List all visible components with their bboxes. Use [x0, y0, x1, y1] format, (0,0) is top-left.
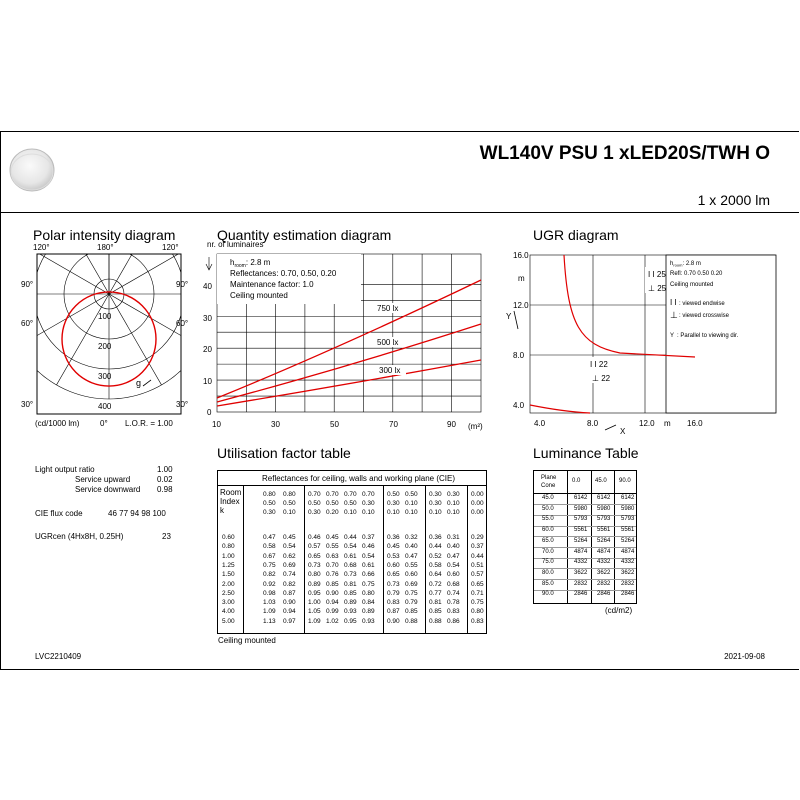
utilisation-value: 0.68 — [447, 580, 460, 588]
utilisation-value: 0.37 — [471, 543, 484, 551]
ugr-endwise-25: I I 25 — [648, 270, 666, 279]
reflectance-value: 0.70 — [362, 491, 375, 498]
quantity-y-tick: 30 — [203, 314, 212, 323]
luminance-cell: 4874 — [621, 548, 635, 555]
luminance-cell: 5561 — [621, 527, 635, 534]
luminance-cell: 6142 — [597, 495, 611, 501]
reflectance-value: 0.80 — [283, 491, 296, 498]
utilisation-value: 0.32 — [405, 534, 418, 541]
polar-ring-label: 200 — [98, 342, 112, 351]
quantity-estimation-chart — [195, 240, 495, 435]
ugr-legend-line: Refl: 0.70 0.50 0.20 — [670, 271, 723, 277]
utilisation-value: 0.87 — [283, 589, 296, 597]
utilisation-value: 0.79 — [387, 589, 400, 597]
ugr-cen-label: UGRcen (4Hx8H, 0.25H) — [35, 532, 124, 541]
ugr-y-axis-label: Y — [506, 312, 512, 321]
luminance-cell: 5561 — [597, 527, 611, 534]
luminance-cell: 4874 — [574, 548, 588, 555]
reflectance-value: 0.50 — [344, 500, 357, 507]
quantity-y-tick: 10 — [203, 377, 212, 386]
luminance-cell: 3622 — [574, 569, 588, 576]
reflectance-value: 0.10 — [283, 509, 296, 516]
luminance-cell: 5793 — [621, 516, 635, 523]
utilisation-value: 0.55 — [326, 543, 339, 551]
luminance-cell: 55.0 — [542, 516, 554, 523]
utilisation-value: 0.89 — [362, 608, 375, 616]
ugr-crosswise-25: ⊥ 25 — [648, 284, 667, 293]
utilisation-value: 0.81 — [429, 599, 442, 607]
ugr-legend-line: : viewed crosswise — [679, 313, 730, 319]
utilisation-value: 0.47 — [447, 552, 460, 560]
luminous-flux: 1 x 2000 lm — [697, 192, 770, 208]
polar-angle-label: 90° — [176, 280, 189, 289]
luminaire-photo — [6, 144, 58, 196]
utilisation-value: 0.45 — [326, 534, 339, 541]
product-title: WL140V PSU 1 xLED20S/TWH O — [479, 143, 770, 164]
reflectance-value: 0.10 — [405, 500, 418, 507]
utilisation-value: 0.64 — [429, 571, 442, 579]
utilisation-value: 0.66 — [362, 571, 375, 579]
utilisation-value: 0.57 — [308, 543, 321, 551]
quantity-x-tick: 90 — [447, 420, 456, 429]
utilisation-value: 0.87 — [387, 608, 400, 616]
luminance-cell: 4332 — [597, 559, 611, 566]
utilisation-value: 0.73 — [308, 561, 321, 569]
ugr-crosswise-22: ⊥ 22 — [592, 374, 611, 383]
luminance-cell: 5980 — [621, 505, 635, 512]
luminance-cell: 5264 — [574, 537, 588, 544]
reflectance-value: 0.70 — [308, 491, 321, 498]
reflectance-value: 0.10 — [429, 509, 442, 516]
utilisation-value: 0.99 — [326, 608, 339, 616]
light-output-label: Service downward — [75, 485, 141, 494]
polar-angle-label: 60° — [21, 319, 34, 328]
utilisation-value: 0.29 — [471, 534, 484, 541]
utilisation-value: 0.54 — [447, 561, 460, 569]
utilisation-value: 1.02 — [326, 617, 339, 625]
utilisation-value: 0.95 — [344, 617, 357, 625]
ugr-legend-line: Ceiling mounted — [670, 282, 714, 288]
luminance-cell: 6142 — [574, 495, 588, 501]
utilisation-value: 0.78 — [447, 599, 460, 607]
utilisation-value: 0.40 — [405, 543, 418, 551]
ugr-legend-h: $h_{room}$: 2.8 m — [670, 261, 701, 268]
utilisation-value: 0.47 — [405, 552, 418, 560]
quantity-info-line: Ceiling mounted — [230, 291, 288, 300]
luminance-cell: 3622 — [597, 569, 611, 576]
room-index-value: 1.50 — [222, 571, 235, 579]
ugr-x-tick: 12.0 — [639, 419, 655, 428]
ugr-endwise-22: I I 22 — [590, 360, 608, 369]
light-output-value: 0.02 — [157, 475, 173, 484]
utilisation-value: 0.71 — [471, 589, 484, 597]
luminance-cell: 5793 — [574, 516, 588, 523]
ugr-diagram-title: UGR diagram — [533, 227, 619, 243]
utilisation-value: 0.88 — [429, 617, 442, 625]
room-index-value: 0.80 — [222, 543, 235, 551]
utilisation-value: 0.60 — [447, 571, 460, 579]
utilisation-value: 0.69 — [405, 580, 418, 588]
reflectance-value: 0.50 — [263, 500, 276, 507]
utilisation-value: 0.80 — [362, 589, 375, 597]
utilisation-value: 0.63 — [326, 552, 339, 560]
quantity-x-unit: (m²) — [468, 422, 483, 431]
quantity-x-tick: 70 — [389, 420, 398, 429]
polar-ring-label: 100 — [98, 312, 112, 321]
utilisation-value: 0.72 — [429, 580, 442, 588]
polar-diagram-title: Polar intensity diagram — [33, 227, 176, 243]
reflectance-value: 0.10 — [447, 509, 460, 516]
polar-radial — [109, 294, 162, 385]
luminance-cell: 5980 — [597, 505, 611, 512]
utilisation-value: 0.83 — [471, 617, 484, 625]
luminance-cell: 6142 — [621, 495, 635, 501]
luminance-unit: (cd/m2) — [605, 606, 633, 615]
curve-500lx — [217, 324, 481, 402]
luminance-col-head: 0.0 — [572, 478, 581, 484]
utilisation-value: 0.51 — [471, 561, 484, 569]
cie-flux-label: CIE flux code — [35, 509, 83, 518]
utilisation-value: 1.09 — [263, 608, 276, 616]
luminance-cell: 5264 — [621, 537, 635, 544]
utilisation-footer: Ceiling mounted — [218, 636, 276, 645]
utilisation-value: 0.44 — [344, 534, 357, 541]
reflectance-value: 0.30 — [429, 491, 442, 498]
utilisation-value: 0.95 — [308, 589, 321, 597]
curve-label-750: 750 lx — [377, 304, 399, 313]
luminance-cell: 2846 — [597, 591, 611, 598]
reflectance-value: 0.50 — [326, 500, 339, 507]
utilisation-value: 0.75 — [263, 561, 276, 569]
utilisation-value: 0.80 — [471, 608, 484, 616]
room-index-value: 4.00 — [222, 608, 235, 616]
utilisation-value: 0.60 — [405, 571, 418, 579]
utilisation-value: 0.55 — [405, 561, 418, 569]
utilisation-value: 0.86 — [447, 617, 460, 625]
utilisation-value: 0.90 — [283, 599, 296, 607]
quantity-x-tick: 30 — [271, 420, 280, 429]
utilisation-value: 0.54 — [362, 552, 375, 560]
utilisation-value: 0.81 — [344, 580, 357, 588]
utilisation-value: 0.36 — [387, 534, 400, 541]
ugr-curve-lower — [530, 405, 590, 413]
reflectance-value: 0.00 — [471, 491, 484, 498]
reflectance-value: 0.20 — [326, 509, 339, 516]
utilisation-value: 0.31 — [447, 534, 460, 541]
luminance-cell: 65.0 — [542, 537, 554, 544]
luminance-col-head: 45.0 — [595, 478, 607, 484]
ugr-legend-symbol: I I — [670, 298, 677, 307]
luminance-cell: 85.0 — [542, 580, 554, 587]
utilisation-value: 1.05 — [308, 608, 321, 616]
ugr-x-tick: 4.0 — [534, 419, 546, 428]
utilisation-value: 0.75 — [471, 599, 484, 607]
utilisation-value: 0.98 — [263, 589, 276, 597]
utilisation-value: 0.93 — [362, 617, 375, 625]
ugr-legend-line: : viewed endwise — [679, 301, 725, 307]
polar-ring-label: 300 — [98, 372, 112, 381]
utilisation-value: 0.53 — [387, 552, 400, 560]
polar-angle-label: 90° — [21, 280, 34, 289]
ugr-legend-symbol: Y — [670, 333, 675, 339]
luminance-cell: 50.0 — [542, 505, 554, 512]
ugr-x-tick: 16.0 — [687, 419, 703, 428]
utilisation-value: 0.45 — [283, 534, 296, 541]
utilisation-value: 0.74 — [283, 571, 296, 579]
luminance-cell: 5980 — [574, 505, 588, 512]
quantity-info-line: Maintenance factor: 1.0 — [230, 280, 314, 289]
luminance-cell: 2846 — [574, 591, 588, 598]
reflectance-value: 0.10 — [344, 509, 357, 516]
reflectance-value: 0.30 — [429, 500, 442, 507]
utilisation-value: 0.68 — [344, 561, 357, 569]
luminance-table-title: Luminance Table — [533, 445, 639, 461]
ugr-legend-symbol: ⊥ — [670, 310, 678, 320]
utilisation-value: 0.65 — [387, 571, 400, 579]
light-output-label: Light output ratio — [35, 465, 95, 474]
utilisation-value: 0.40 — [447, 543, 460, 551]
utilisation-value: 0.67 — [263, 552, 276, 560]
utilisation-value: 1.09 — [308, 617, 321, 625]
utilisation-value: 0.44 — [429, 543, 442, 551]
polar-angle-label: 30° — [21, 400, 34, 409]
ugr-y-tick: 16.0 — [513, 251, 529, 260]
reflectance-value: 0.80 — [263, 491, 276, 498]
ugr-x-tick: 8.0 — [587, 419, 599, 428]
utilisation-value: 0.69 — [283, 561, 296, 569]
luminance-cell: 45.0 — [542, 495, 554, 501]
ugr-x-axis-unit: m — [664, 419, 671, 428]
light-output-value: 1.00 — [157, 465, 173, 474]
ugr-diagram — [500, 245, 790, 440]
utilisation-value: 0.58 — [429, 561, 442, 569]
reflectance-value: 0.50 — [308, 500, 321, 507]
header-divider — [0, 212, 799, 213]
reflectance-value: 0.10 — [362, 509, 375, 516]
utilisation-value: 0.44 — [471, 552, 484, 560]
reflectance-value: 0.30 — [308, 509, 321, 516]
utilisation-value: 0.70 — [326, 561, 339, 569]
curve-300lx — [217, 360, 481, 406]
quantity-diagram-title: Quantity estimation diagram — [217, 227, 392, 243]
reflectance-value: 0.30 — [387, 500, 400, 507]
utilisation-value: 0.65 — [308, 552, 321, 560]
luminance-cell: 90.0 — [542, 591, 554, 598]
utilisation-value: 1.13 — [263, 617, 276, 625]
polar-angle-label: 120° — [33, 243, 50, 252]
utilisation-value: 0.61 — [344, 552, 357, 560]
luminance-table — [533, 470, 637, 604]
utilisation-value: 0.89 — [308, 580, 321, 588]
luminance-cell: 80.0 — [542, 569, 554, 576]
utilisation-value: 0.82 — [263, 571, 276, 579]
utilisation-value: 0.61 — [362, 561, 375, 569]
room-index-value: 2.50 — [222, 589, 235, 597]
luminance-cell: 3622 — [621, 569, 635, 576]
reflectance-value: 0.00 — [471, 500, 484, 507]
light-output-label: Service upward — [75, 475, 131, 484]
quantity-info-line: Reflectances: 0.70, 0.50, 0.20 — [230, 269, 337, 278]
utilisation-value: 0.82 — [283, 580, 296, 588]
utilisation-value: 0.85 — [344, 589, 357, 597]
ugr-y-tick: 8.0 — [513, 351, 525, 360]
quantity-x-tick: 50 — [330, 420, 339, 429]
luminance-cell: 70.0 — [542, 548, 554, 555]
luminance-col-head: 90.0 — [619, 478, 631, 484]
cie-flux-value: 46 77 94 98 100 — [108, 509, 166, 518]
utilisation-value: 1.00 — [308, 599, 321, 607]
reflectance-value: 0.30 — [447, 491, 460, 498]
utilisation-value: 0.46 — [308, 534, 321, 541]
reflectance-value: 0.50 — [405, 491, 418, 498]
luminance-cell: 2832 — [597, 580, 611, 587]
curve-label-300: 300 lx — [379, 366, 401, 375]
utilisation-value: 0.76 — [326, 571, 339, 579]
utilisation-value: 0.83 — [447, 608, 460, 616]
utilisation-factor-table — [217, 470, 487, 634]
ugr-y-tick: 12.0 — [513, 301, 529, 310]
room-index-value: 1.00 — [222, 552, 235, 560]
utilisation-value: 0.47 — [263, 534, 276, 541]
reflectance-value: 0.30 — [263, 509, 276, 516]
luminance-head: Plane Cone — [541, 475, 557, 489]
curve-label-500: 500 lx — [377, 338, 399, 347]
utilisation-value: 0.74 — [447, 589, 460, 597]
ugr-y-tick: 4.0 — [513, 401, 525, 410]
quantity-x-tick: 10 — [212, 420, 221, 429]
ugr-legend-line: : Parallel to viewing dir. — [677, 333, 739, 339]
reflectance-value: 0.00 — [471, 509, 484, 516]
quantity-y-tick: 20 — [203, 345, 212, 354]
room-index-value: 1.25 — [222, 561, 235, 569]
polar-intensity-diagram — [0, 236, 210, 436]
room-index-label: Index — [220, 497, 240, 506]
utilisation-value: 0.84 — [362, 599, 375, 607]
utilisation-value: 0.94 — [326, 599, 339, 607]
polar-g-label: g — [136, 378, 142, 388]
polar-angle-label: 180° — [97, 243, 114, 252]
utilisation-value: 0.80 — [308, 571, 321, 579]
reflectance-value: 0.50 — [283, 500, 296, 507]
luminance-cell: 2832 — [574, 580, 588, 587]
utilisation-value: 0.45 — [387, 543, 400, 551]
luminance-cell: 5561 — [574, 527, 588, 534]
utilisation-value: 0.60 — [387, 561, 400, 569]
room-index-value: 2.00 — [222, 580, 235, 588]
utilisation-value: 0.90 — [387, 617, 400, 625]
utilisation-value: 0.73 — [387, 580, 400, 588]
utilisation-value: 0.85 — [405, 608, 418, 616]
utilisation-value: 0.73 — [344, 571, 357, 579]
utilisation-value: 0.58 — [263, 543, 276, 551]
quantity-y-label: nr. of luminaires — [207, 240, 264, 249]
polar-unit-label: (cd/1000 lm) — [35, 419, 80, 428]
utilisation-value: 0.88 — [405, 617, 418, 625]
reflectance-value: 0.10 — [387, 509, 400, 516]
polar-angle-label: 30° — [176, 400, 189, 409]
utilisation-value: 1.03 — [263, 599, 276, 607]
light-output-value: 0.98 — [157, 485, 173, 494]
polar-radial — [109, 236, 162, 294]
luminance-cell: 4332 — [621, 559, 635, 566]
quantity-y-tick: 40 — [203, 282, 212, 291]
document-code: LVC2210409 — [35, 652, 82, 661]
luminance-cell: 4332 — [574, 559, 588, 566]
ugr-y-axis-unit: m — [518, 274, 525, 283]
quantity-info-h: $h_{room}$: 2.8 m — [230, 258, 271, 269]
utilisation-header: Reflectances for ceiling, walls and working plane (CIE) — [262, 474, 455, 483]
utilisation-value: 0.65 — [471, 580, 484, 588]
room-index-value: 3.00 — [222, 599, 235, 607]
utilisation-value: 0.75 — [405, 589, 418, 597]
utilisation-value: 0.52 — [429, 552, 442, 560]
utilisation-value: 0.92 — [263, 580, 276, 588]
utilisation-value: 0.94 — [283, 608, 296, 616]
utilisation-value: 0.54 — [344, 543, 357, 551]
utilisation-value: 0.36 — [429, 534, 442, 541]
luminance-cell: 60.0 — [542, 527, 554, 534]
utilisation-value: 0.57 — [471, 571, 484, 579]
ugr-cen-value: 23 — [162, 532, 171, 541]
reflectance-value: 0.10 — [405, 509, 418, 516]
document-date: 2021-09-08 — [724, 652, 765, 661]
room-index-label: Room — [220, 488, 242, 497]
polar-zero-angle: 0° — [100, 419, 108, 428]
reflectance-value: 0.50 — [387, 491, 400, 498]
luminance-cell: 75.0 — [542, 559, 554, 566]
room-index-label: k — [220, 506, 224, 515]
lor-value: L.O.R. = 1.00 — [125, 419, 173, 428]
utilisation-value: 0.83 — [387, 599, 400, 607]
polar-angle-label: 120° — [162, 243, 179, 252]
utilisation-value: 0.54 — [283, 543, 296, 551]
luminance-cell: 5793 — [597, 516, 611, 523]
reflectance-value: 0.70 — [326, 491, 339, 498]
ugr-x-axis-label: X — [620, 427, 626, 436]
utilisation-value: 0.46 — [362, 543, 375, 551]
polar-g-arrow — [143, 380, 151, 386]
reflectance-value: 0.30 — [362, 500, 375, 507]
utilisation-value: 0.89 — [344, 599, 357, 607]
utilisation-value: 0.79 — [405, 599, 418, 607]
utilisation-value: 0.77 — [429, 589, 442, 597]
utilisation-table-title: Utilisation factor table — [217, 445, 351, 461]
luminance-cell: 2832 — [621, 580, 635, 587]
utilisation-value: 0.85 — [326, 580, 339, 588]
utilisation-value: 0.62 — [283, 552, 296, 560]
reflectance-value: 0.10 — [447, 500, 460, 507]
luminance-cell: 2846 — [621, 591, 635, 598]
room-index-value: 0.60 — [222, 534, 235, 541]
luminance-cell: 4874 — [597, 548, 611, 555]
utilisation-value: 0.93 — [344, 608, 357, 616]
utilisation-value: 0.85 — [429, 608, 442, 616]
utilisation-value: 0.75 — [362, 580, 375, 588]
polar-angle-label: 60° — [176, 319, 189, 328]
reflectance-value: 0.70 — [344, 491, 357, 498]
utilisation-value: 0.90 — [326, 589, 339, 597]
polar-ring-label: 400 — [98, 402, 112, 411]
quantity-y-tick: 0 — [207, 408, 212, 417]
luminance-cell: 5264 — [597, 537, 611, 544]
room-index-value: 5.00 — [222, 617, 235, 625]
utilisation-value: 0.37 — [362, 534, 375, 541]
utilisation-value: 0.97 — [283, 617, 296, 625]
